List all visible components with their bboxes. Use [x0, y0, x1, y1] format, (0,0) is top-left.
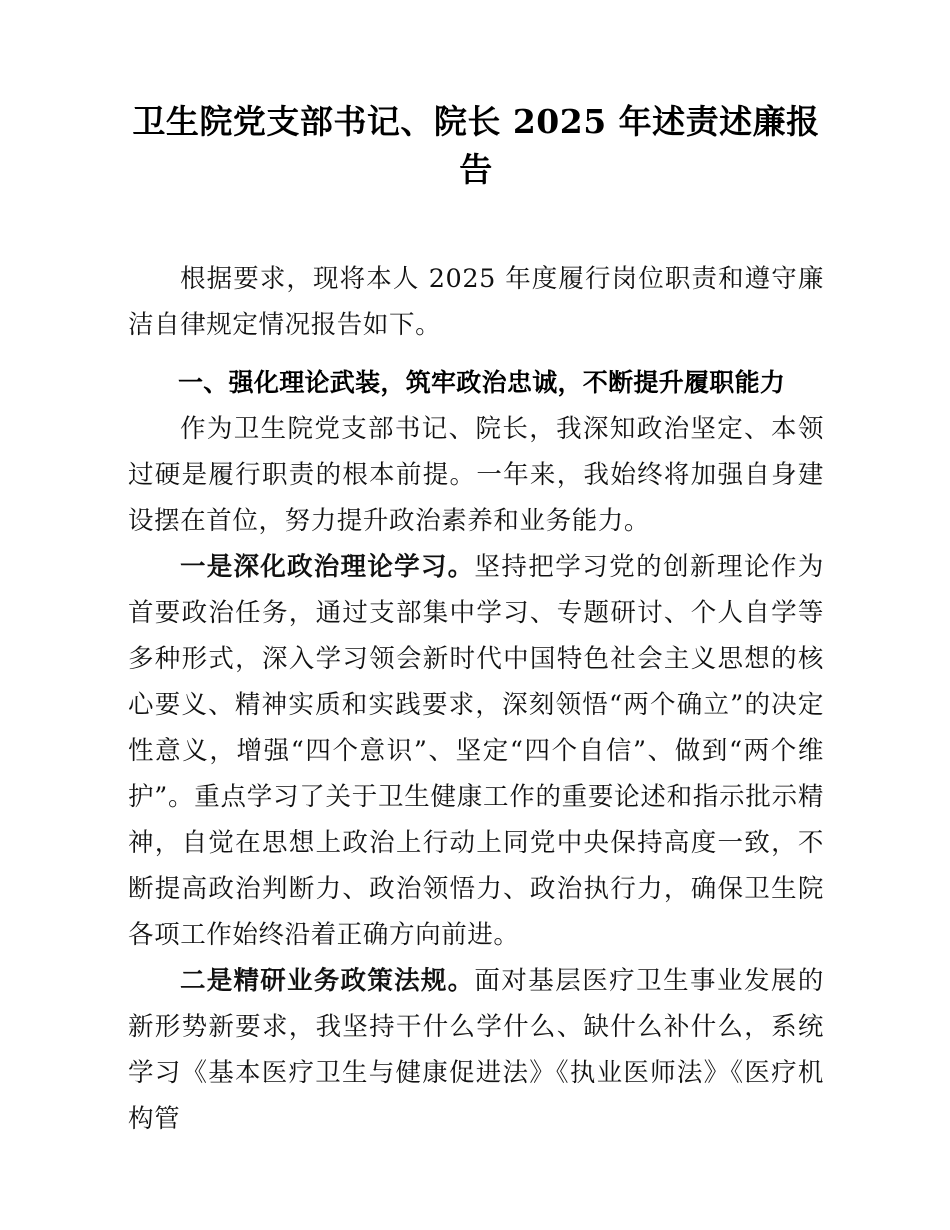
paragraph-body-text-2: 面对基层医疗卫生事业发展的新形势新要求，我坚持干什么学什么、缺什么补什么，系统学习《基本医疗卫生与健康促进法》《执业医师法》《医疗机构管: [128, 966, 824, 1134]
title-spacer: [128, 194, 824, 256]
intro-paragraph: 根据要求，现将本人 2025 年度履行岗位职责和遵守廉洁自律规定情况报告如下。: [128, 264, 824, 340]
section-1-paragraph-1: 作为卫生院党支部书记、院长，我深知政治坚定、本领过硬是履行职责的根本前提。一年来，我始终将加强自身建设摆在首位，努力提升政治素养和业务能力。: [128, 414, 824, 536]
paragraph-lead-label-2: 二是精研业务政策法规。: [180, 966, 475, 996]
section-spacer: [128, 348, 824, 360]
page-title: 卫生院党支部书记、院长 2025 年述责述廉报告: [132, 102, 820, 189]
paragraph-body-text-1: 坚持把学习党的创新理论作为首要政治任务，通过支部集中学习、专题研讨、个人自学等多种形式，深入学习领会新时代中国特色社会主义思想的核心要义、精神实质和实践要求，深刻领悟“两个确立”的决定性意义，增强“四个意识”、坚定“四个自信”、做到“两个维护”。重点学习了关于卫生健康工作的重要论述和指示批示精神，自觉在思想上政治上行动上同党中央保持高度一致，不断提高政治判断力、政治领悟力、政治执行力，确保卫生院各项工作始终沿着正确方向前进。: [128, 552, 824, 950]
section-heading-1: 一、强化理论武装，筑牢政治忠诚，不断提升履职能力: [178, 368, 786, 397]
paragraph-lead-label-1: 一是深化政治理论学习。: [180, 552, 475, 582]
section-1-paragraph-2: [128, 544, 824, 958]
document-content: [128, 0, 824, 1142]
section-1-paragraph-3: [128, 958, 824, 1142]
